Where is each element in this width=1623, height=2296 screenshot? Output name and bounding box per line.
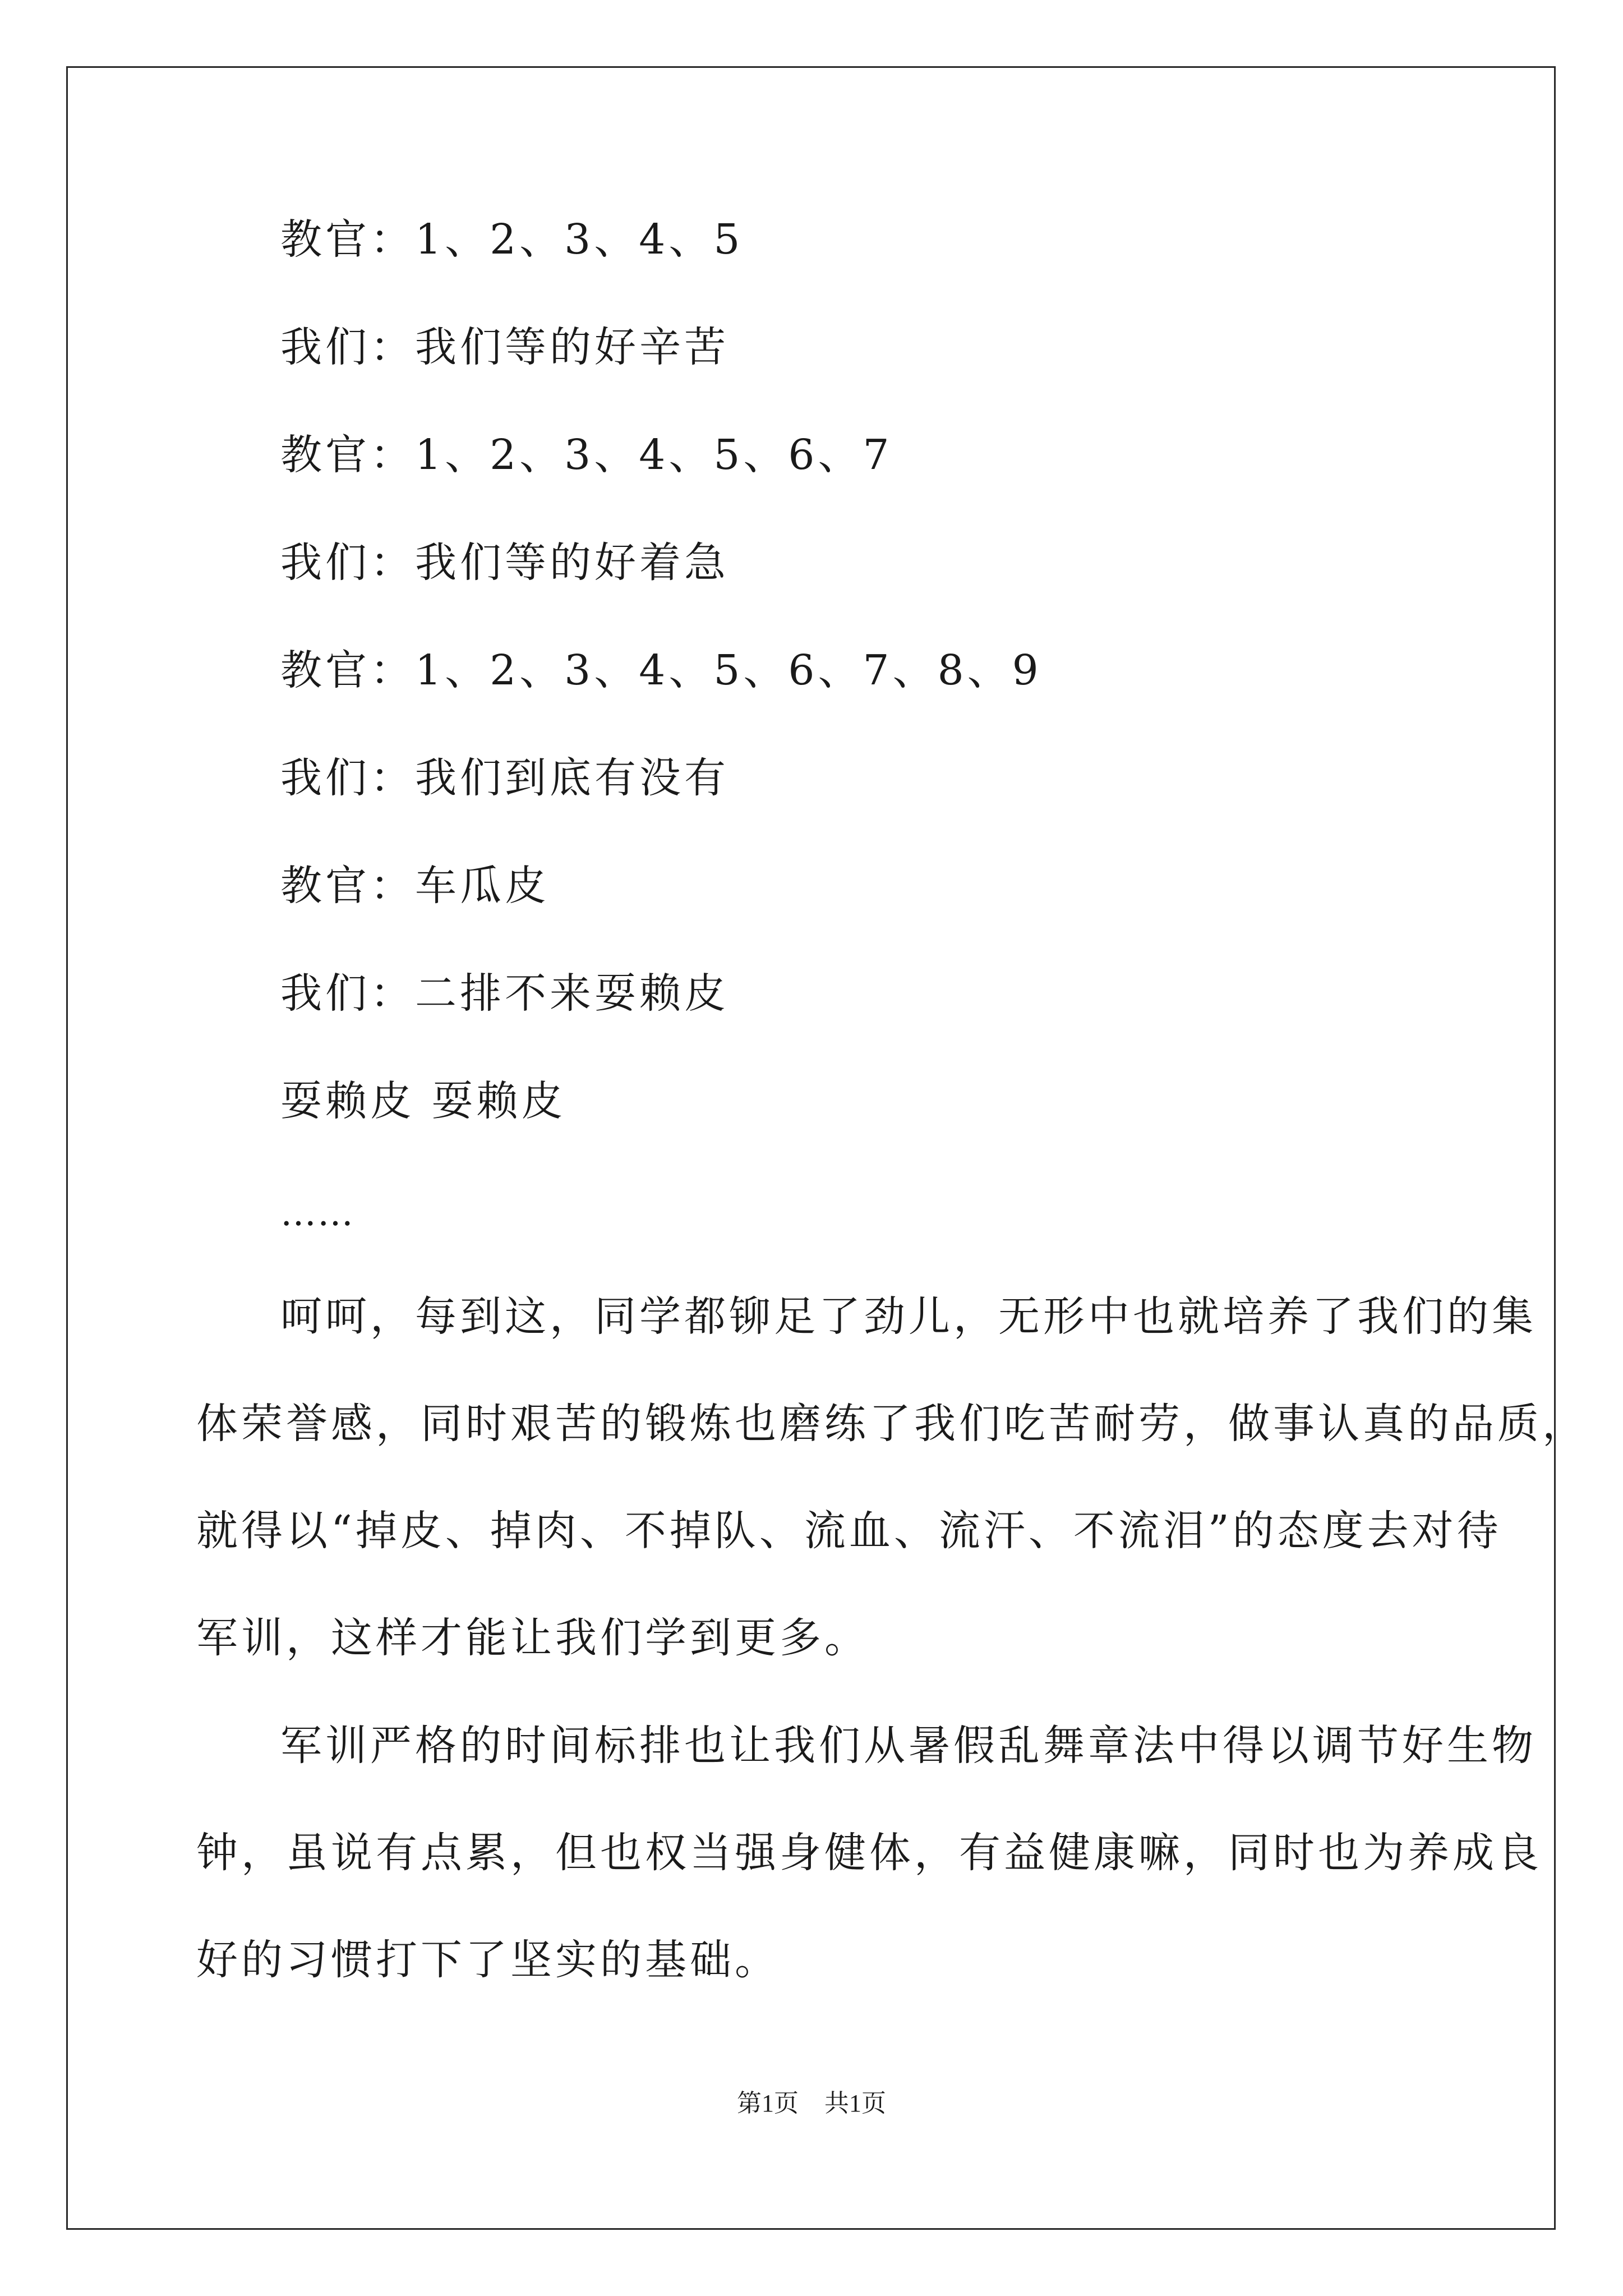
paragraph-line: 钟，虽说有点累，但也权当强身健体，有益健康嘛，同时也为养成良 xyxy=(196,1829,1542,1877)
page-total: 共1页 xyxy=(824,2090,886,2117)
paragraph-line: 体荣誉感，同时艰苦的锻炼也磨练了我们吃苦耐劳，做事认真的品质， xyxy=(196,1400,1587,1448)
dialogue-line: 教官：车瓜皮 xyxy=(280,862,550,910)
dialogue-line: 教官：1、2、3、4、5、6、7、8、9 xyxy=(280,646,1042,694)
page-footer xyxy=(0,2091,1623,2116)
paragraph-line: 就得以“掉皮、掉肉、不掉队、流血、流汗、不流泪”的态度去对待 xyxy=(196,1507,1502,1555)
paragraph-line: 呵呵，每到这，同学都铆足了劲儿，无形中也就培养了我们的集 xyxy=(280,1292,1537,1341)
paragraph-schedule xyxy=(196,1722,1542,1984)
dialogue-line: 教官：1、2、3、4、5 xyxy=(280,215,744,264)
paragraph-line: 军训严格的时间标排也让我们从暑假乱舞章法中得以调节好生物 xyxy=(280,1722,1537,1770)
dialogue-line: 耍赖皮 耍赖皮 xyxy=(280,1077,566,1125)
dialogue-line: 教官：1、2、3、4、5、6、7 xyxy=(280,431,893,479)
document-body xyxy=(196,215,1587,2047)
dialogue-line: 我们：我们等的好着急 xyxy=(280,539,729,587)
dialogue-line: 我们：我们等的好辛苦 xyxy=(280,323,729,371)
paragraph-line: 军训，这样才能让我们学到更多。 xyxy=(196,1614,869,1662)
paragraph-line: 好的习惯打下了坚实的基础。 xyxy=(196,1936,780,1984)
paragraph-collective-honor xyxy=(196,1292,1587,1662)
dialogue-line: 我们：我们到底有没有 xyxy=(280,754,729,802)
ellipsis-line: …… xyxy=(280,1193,354,1234)
dialogue-line: 我们：二排不来耍赖皮 xyxy=(280,969,729,1018)
page-number: 第1页 xyxy=(737,2090,799,2117)
